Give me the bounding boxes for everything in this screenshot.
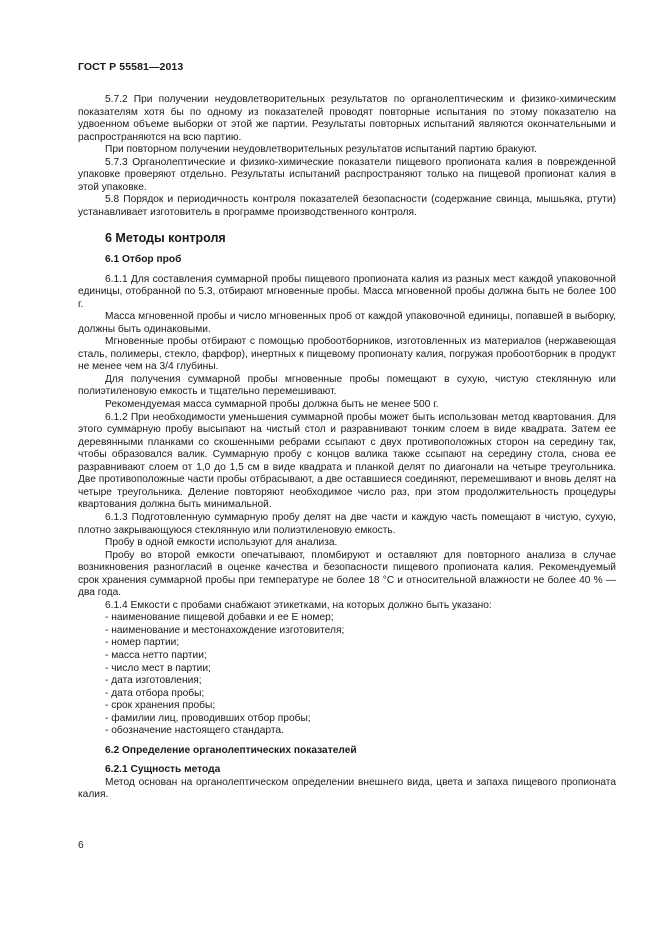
list-item: - фамилии лиц, проводивших отбор пробы;: [105, 712, 311, 724]
paragraph-reject: При повторном получении неудовлетворительных результатов испытаний партию бракуют.: [105, 144, 537, 156]
subsection-heading-6-2: 6.2 Определение органолептических показателей: [105, 744, 357, 756]
list-item: - срок хранения пробы;: [105, 700, 216, 712]
paragraph-6-1-1: 6.1.1 Для составления суммарной пробы пищевого пропионата калия из разных мест каждой упаковочной единицы, отобранной по 5.3, отбирают мгновенные пробы. Масса мгновенной пробы должна быть не более 100 г.: [78, 273, 616, 310]
list-item: - наименование и местонахождение изготовителя;: [105, 624, 345, 636]
list-item: - число мест в партии;: [105, 662, 211, 674]
subsection-heading-6-1: 6.1 Отбор проб: [105, 254, 182, 266]
list-item: - дата изготовления;: [105, 675, 202, 687]
paragraph-recommended-mass: Рекомендуемая масса суммарной пробы должна быть не менее 500 г.: [105, 399, 439, 411]
paragraph-samplers: Мгновенные пробы отбирают с помощью пробоотборников, изготовленных из материалов (нержавеющая сталь, полимеры, стекло, фарфор), инертных к пищевому пропионату калия, погружая пробоотборник в продукт не менее чем на 3/4 глубины.: [78, 336, 616, 373]
list-item: - дата отбора пробы;: [105, 687, 205, 699]
paragraph-5-8: 5.8 Порядок и периодичность контроля показателей безопасности (содержание свинца, мышьяка, ртути) устанавливает изготовитель в программе производственного контроля.: [78, 194, 616, 218]
paragraph-6-1-3: 6.1.3 Подготовленную суммарную пробу делят на две части и каждую часть помещают в чистую, сухую, плотно закрывающуюся стеклянную или полиэтиленовую емкость.: [78, 511, 616, 536]
paragraph-storage: Пробу во второй емкости опечатывают, пломбируют и оставляют для повторного анализа в случае возникновения разногласий в оценке качества и безопасности пищевого пропионата калия. Рекомендуемый срок хранения суммарной пробы при температуре не более 18 °С и относительной влажности не более 40 % — два года.: [78, 549, 616, 599]
list-item: - масса нетто партии;: [105, 649, 207, 661]
paragraph-6-1-2: 6.1.2 При необходимости уменьшения суммарной пробы может быть использован метод квартования. Для этого суммарную пробу высыпают на чистый стол и разравнивают тонким слоем в виде квадрата. Затем ее деревянными планками со скошенными ребрами ссыпают с двух противоположных сторон на середину так, чтобы образовался валик. Суммарную пробу с концов валика также ссыпают на середину стола, снова ее разравнивают слоем от 1,0 до 1,5 см в виде квадрата и планкой делят по диагонали на четыре треугольника. Две противоположные части пробы отбрасывают, а две оставшиеся соединяют, перемешивают и вновь делят на четыре треугольника. Деление повторяют необходимое число раз, при этом продолжительность процедуры квартования должна быть минимальной.: [78, 411, 616, 511]
list-item: - наименование пищевой добавки и ее Е номер;: [105, 612, 334, 624]
standard-designation: ГОСТ Р 55581—2013: [78, 61, 184, 73]
paragraph-6-2-1: Метод основан на органолептическом определении внешнего вида, цвета и запаха пищевого пропионата калия.: [78, 776, 616, 801]
document-body: [78, 94, 616, 802]
subsection-heading-6-2-1: 6.2.1 Сущность метода: [105, 764, 221, 776]
paragraph-5-7-3: 5.7.3 Органолептические и физико-химические показатели пищевого пропионата калия в поврежденной упаковке проверяют отдельно. Результаты испытаний распространяют только на пищевой пропионат калия в этой упаковке.: [78, 156, 616, 193]
paragraph-analysis: Пробу в одной емкости используют для анализа.: [105, 537, 338, 549]
list-item: - обозначение настоящего стандарта.: [105, 725, 284, 737]
page-number: 6: [78, 840, 84, 851]
paragraph-combined-sample: Для получения суммарной пробы мгновенные пробы помещают в сухую, чистую стеклянную или полиэтиленовую емкость и тщательно перемешивают.: [78, 373, 616, 398]
paragraph-5-7-2: 5.7.2 При получении неудовлетворительных результатов по органолептическим и физико-химическим показателям хотя бы по одному из показателей проводят повторные испытания по этому показателю на удвоенном объеме выборки от этой же партии. Результаты повторных испытаний являются окончательными и распространяются на всю партию.: [78, 94, 616, 143]
paragraph-sample-mass: Масса мгновенной пробы и число мгновенных проб от каждой упаковочной единицы, попавшей в выборку, должны быть одинаковыми.: [78, 311, 616, 335]
list-item: - номер партии;: [105, 637, 180, 649]
section-heading-6: 6 Методы контроля: [105, 231, 226, 246]
paragraph-6-1-4: 6.1.4 Емкости с пробами снабжают этикетками, на которых должно быть указано:: [105, 599, 492, 611]
